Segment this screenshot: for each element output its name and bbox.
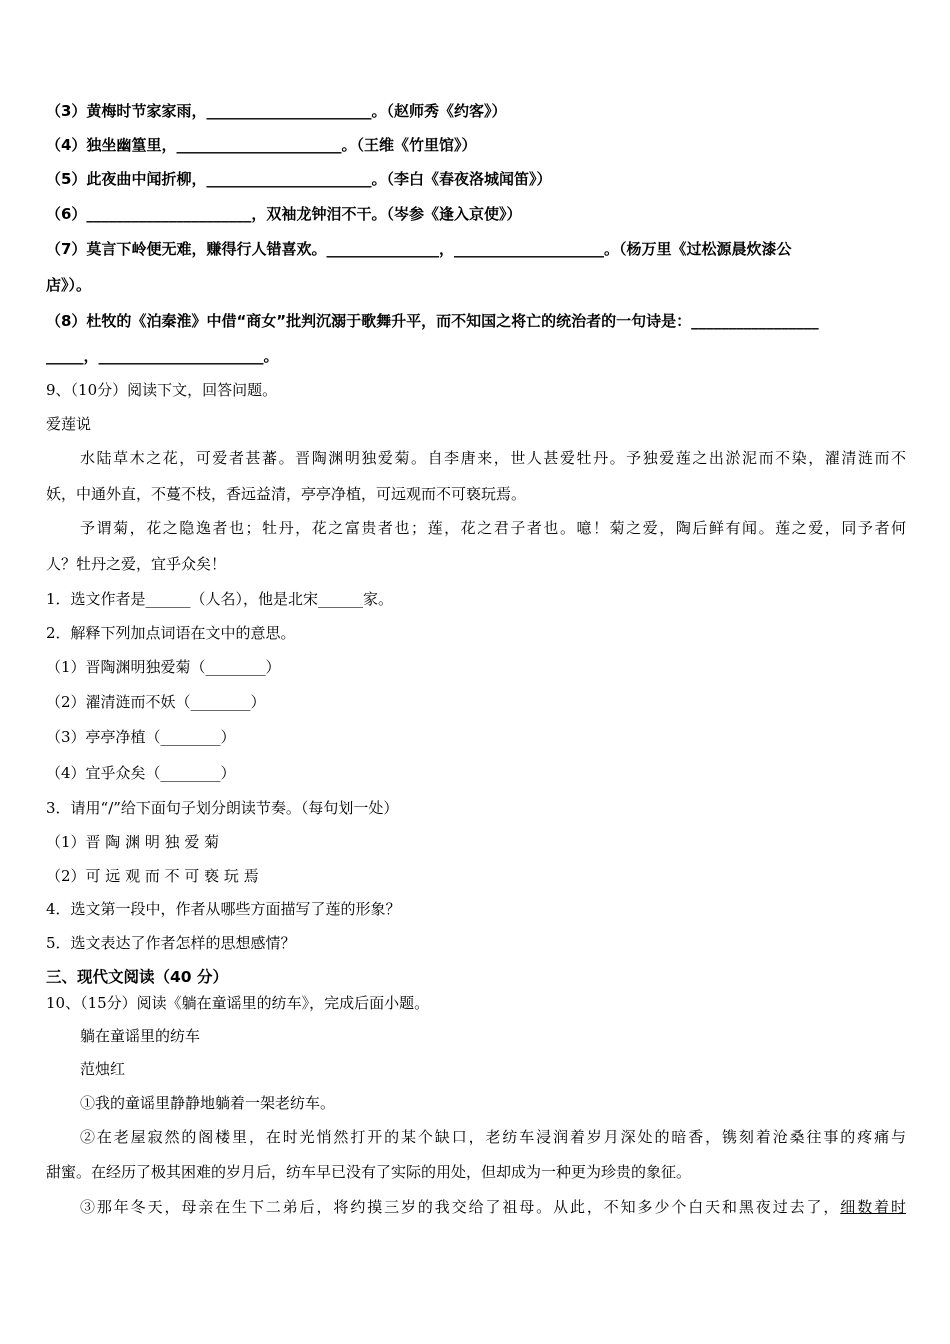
- q10-para1: ①我的童谣里静静地躺着一架老纺车。: [80, 1094, 336, 1112]
- q8-item-4: （4）独坐幽篁里，______________________。（王维《竹里馆》）: [46, 136, 477, 154]
- q9-sub2-item-3: （3）亭亭净植（________）: [46, 728, 236, 746]
- q10-author: 范烛红: [80, 1060, 126, 1078]
- section-3-title: 三、现代文阅读（40 分）: [46, 968, 228, 986]
- q9-para1-line2: 妖，中通外直，不蔓不枝，香远益清，亭亭净植，可远观而不可亵玩焉。: [46, 485, 527, 503]
- q10-para3-text: ③那年冬天，母亲在生下二弟后，将约摸三岁的我交给了祖母。从此，不知多少个白天和黑夜过去了，: [80, 1198, 841, 1216]
- q9-header: 9、（10分）阅读下文，回答问题。: [46, 381, 278, 399]
- q10-para3-line1: [80, 1197, 906, 1217]
- q8-item-5: （5）此夜曲中闻折柳，______________________。（李白《春夜洛城闻笛》）: [46, 170, 552, 188]
- q9-sub2-item-1: （1）晋陶渊明独爱菊（________）: [46, 658, 281, 676]
- q8-item-7-cont: 店》）。: [46, 276, 92, 294]
- q9-passage-title: 爱莲说: [46, 415, 92, 433]
- q9-sub2-item-2: （2）濯清涟而不妖（________）: [46, 693, 266, 711]
- q8-item-3: （3）黄梅时节家家雨，______________________。（赵师秀《约客》）: [46, 102, 507, 120]
- q9-sub4: 4．选文第一段中，作者从哪些方面描写了莲的形象？: [46, 900, 401, 918]
- q9-para2-line1: 予谓菊，花之隐逸者也；牡丹，花之富贵者也；莲，花之君子者也。噫！菊之爱，陶后鲜有闻。莲之爱，同予者何: [80, 519, 906, 537]
- q8-item-6: （6）______________________，双袖龙钟泪不干。（岑参《逢入京使》）: [46, 205, 522, 223]
- q9-sub2: 2．解释下列加点词语在文中的意思。: [46, 624, 296, 642]
- q8-item-8: （8）杜牧的《泊秦淮》中借“商女”批判沉溺于歌舞升平，而不知国之将亡的统治者的一句诗是：_________________: [46, 312, 819, 330]
- q9-sub3: 3．请用“/”给下面句子划分朗读节奏。（每句划一处）: [46, 799, 399, 817]
- q9-sub5: 5．选文表达了作者怎样的思想感情？: [46, 934, 296, 952]
- q10-header: 10、（15分）阅读《躺在童谣里的纺车》，完成后面小题。: [46, 994, 430, 1012]
- q10-para2-line1: ②在老屋寂然的阁楼里，在时光悄然打开的某个缺口，老纺车浸润着岁月深处的暗香，镌刻着沧桑往事的疼痛与: [80, 1128, 906, 1146]
- q9-sub2-item-4: （4）宜乎众矣（________）: [46, 764, 236, 782]
- q9-sub3-item-1: （1）晋 陶 渊 明 独 爱 菊: [46, 833, 220, 851]
- q8-item-8-cont: _____，______________________。: [46, 347, 279, 365]
- q10-para3-underlined: 细数着时: [840, 1198, 906, 1216]
- q10-para2-line2: 甜蜜。在经历了极其困难的岁月后，纺车早已没有了实际的用处，但却成为一种更为珍贵的象征。: [46, 1163, 692, 1181]
- q8-item-7: （7）莫言下岭便无难，赚得行人错喜欢。_______________，____________________。（杨万里《过松源晨炊漆公: [46, 240, 792, 258]
- q9-sub1: 1．选文作者是______（人名），他是北宋______家。: [46, 590, 394, 608]
- q9-para2-line2: 人？牡丹之爱，宜乎众矣！: [46, 555, 227, 573]
- q9-sub3-item-2: （2）可 远 观 而 不 可 亵 玩 焉: [46, 867, 259, 885]
- q10-passage-title: 躺在童谣里的纺车: [80, 1027, 201, 1045]
- q9-para1-line1: 水陆草木之花，可爱者甚蕃。晋陶渊明独爱菊。自李唐来，世人甚爱牡丹。予独爱莲之出淤泥而不染，濯清涟而不: [80, 449, 906, 467]
